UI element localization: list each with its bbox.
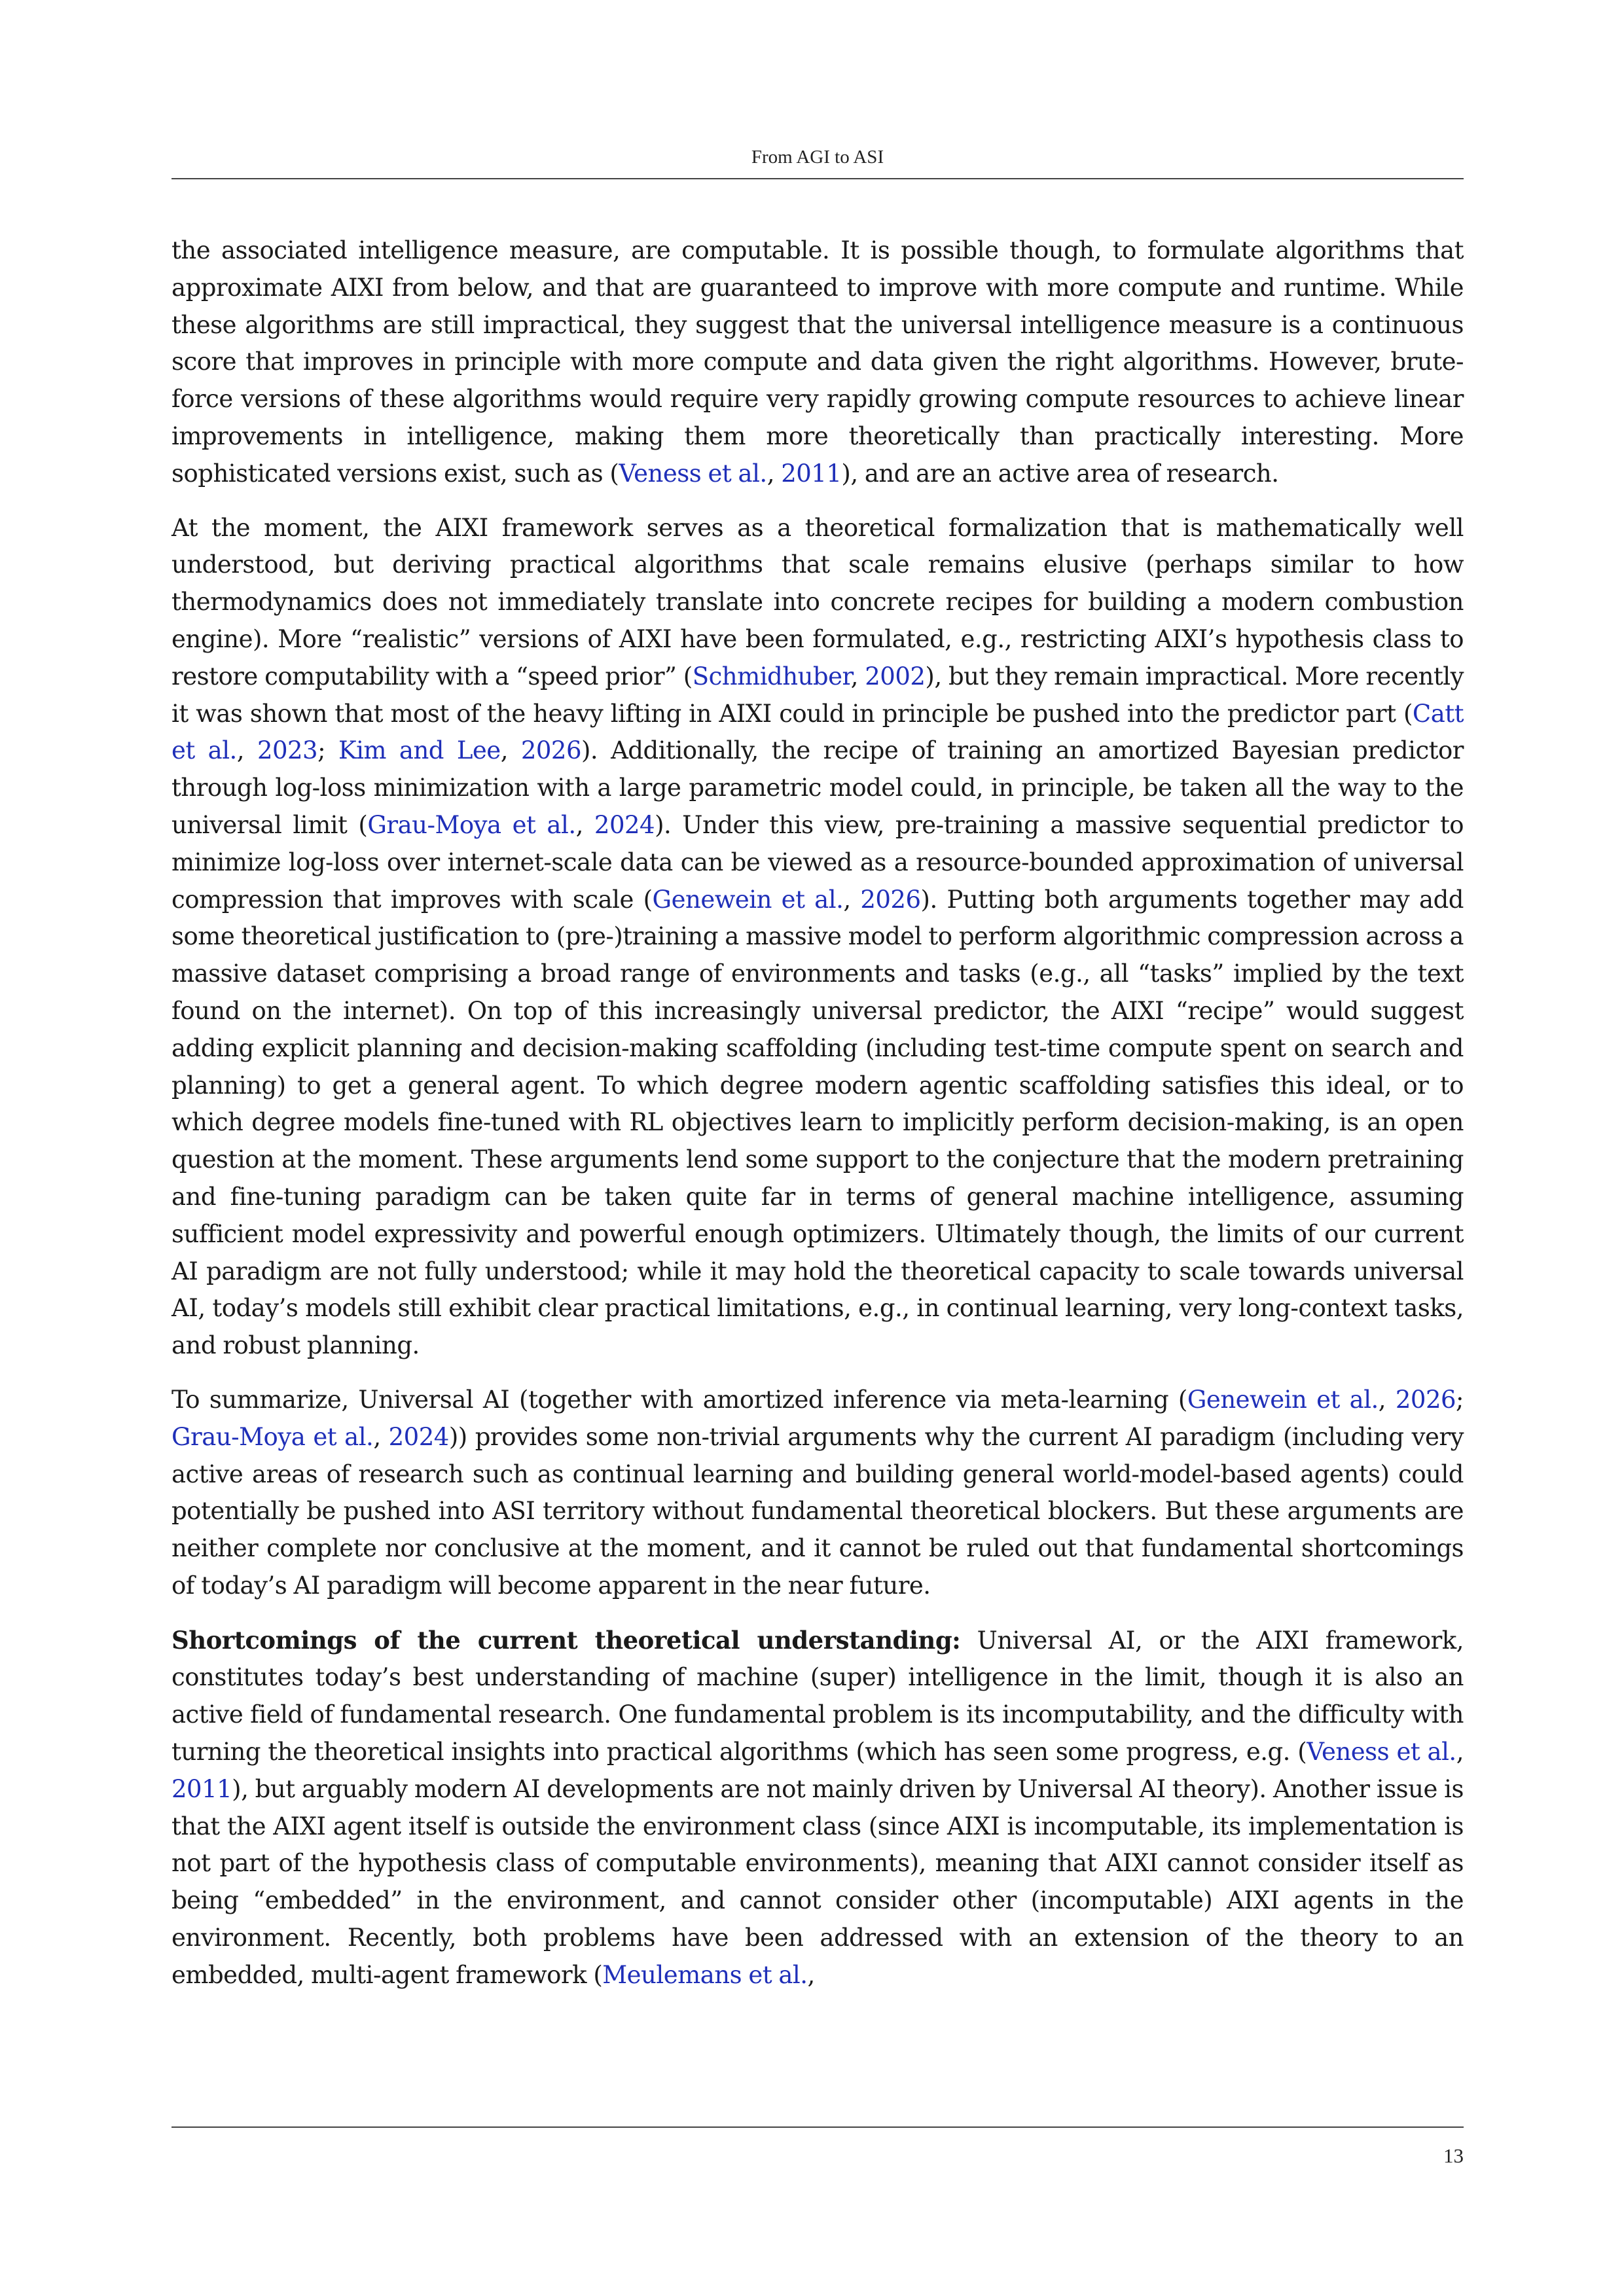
paragraph-heading: Shortcomings of the current theoretical understanding: bbox=[171, 1625, 961, 1655]
paragraph bbox=[171, 510, 1471, 1365]
paragraph-text: ). Additionally, the recipe of training an amortized Bayesian predictor through log-loss minimization with a large parametric model could, in principle, be taken all the way to the universal limit ( bbox=[171, 736, 1471, 839]
citation-link[interactable]: Genewein et al. bbox=[652, 885, 844, 914]
paragraph-text: ), but arguably modern AI developments are not mainly driven by Universal AI theory). Another issue is that the AIXI agent itself is outside the environment class (since AIXI is incomputable, its implementation is not part of the hypothesis class of computable environments), meaning that AIXI cannot consider itself as being “embedded” in the environment, and cannot consider other (incomputable) AIXI agents in the environment. Recently, both problems have been addressed with an extension of the theory to an embedded, multi-agent framework ( bbox=[171, 1774, 1471, 1989]
paragraph-text: , bbox=[575, 810, 594, 839]
citation-link[interactable]: Genewein et al. bbox=[1187, 1385, 1379, 1414]
header-rule bbox=[171, 178, 1464, 179]
paragraph-text: At the moment, the AIXI framework serves as a theoretical formalization that is mathematically well understood, but deriving practical algorithms that scale remains elusive (perhaps similar to how thermodynamics does not immediately translate into concrete recipes for building a modern combustion engine). More “realistic” versions of AIXI have been formulated, e.g., restricting AIXI’s hypothesis class to restore computability with a “speed prior” ( bbox=[171, 513, 1471, 691]
paragraph-text: ; bbox=[317, 736, 338, 765]
citation-link[interactable]: 2024 bbox=[594, 810, 655, 839]
citation-link[interactable]: Grau-Moya et al. bbox=[171, 1422, 374, 1451]
citation-link[interactable]: 2011 bbox=[781, 459, 842, 488]
paragraph-text: , bbox=[843, 885, 861, 914]
citation-link[interactable]: Kim and Lee bbox=[338, 736, 501, 765]
paragraph-text: the associated intelligence measure, are computable. It is possible though, to formulate algorithms that approximate AIXI from below, and that are guaranteed to improve with more compute and runtime. While these algorithms are still impractical, they suggest that the universal intelligence measure is a continuous score that improves in principle with more compute and data given the right algorithms. However, brute-force versions of these algorithms would require very rapidly growing compute resources to achieve linear improvements in intelligence, making them more theoretically than practically interesting. More sophisticated versions exist, such as ( bbox=[171, 236, 1471, 488]
paragraph-text: ). Under this view, pre-training a massive sequential predictor to minimize log-loss over internet-scale data can be viewed as a resource-bounded approximation of universal compression that improves with scale ( bbox=[171, 810, 1471, 914]
page-number: 13 bbox=[1443, 2144, 1464, 2167]
body-text bbox=[171, 232, 1471, 2011]
citation-link[interactable]: Veness et al. bbox=[619, 459, 767, 488]
citation-link[interactable]: Schmidhuber bbox=[692, 662, 851, 691]
running-header: From AGI to ASI bbox=[751, 147, 884, 168]
paragraph bbox=[171, 232, 1471, 493]
paragraph-text: )) provides some non-trivial arguments why the current AI paradigm (including very active areas of research such as continual learning and building general world-model-based agents) could potentially be pushed into ASI territory without fundamental theoretical blockers. But these arguments are neither complete nor conclusive at the moment, and it cannot be ruled out that fundamental shortcomings of today’s AI paradigm will become apparent in the near future. bbox=[171, 1422, 1471, 1600]
paragraph-text: , bbox=[1456, 1738, 1471, 1767]
citation-link[interactable]: Meulemans et al. bbox=[602, 1960, 808, 1989]
paragraph-text: ; bbox=[1456, 1385, 1471, 1414]
paragraph-text: , bbox=[500, 736, 521, 765]
citation-link[interactable]: 2026 bbox=[1395, 1385, 1456, 1414]
paragraph bbox=[171, 1382, 1471, 1605]
footer-rule bbox=[171, 2126, 1464, 2128]
citation-link[interactable]: 2026 bbox=[520, 736, 581, 765]
paragraph-text: ), and are an active area of research. bbox=[841, 459, 1279, 488]
paragraph-text: ). Putting both arguments together may add some theoretical justification to (pre-)training a massive model to perform algorithmic compression across a massive dataset comprising a broad range of environments and tasks (e.g., all “tasks” implied by the text found on the internet). On top of this increasingly universal predictor, the AIXI “recipe” would suggest adding explicit planning and decision-making scaffolding (including test-time compute spent on search and planning) to get a general agent. To which degree modern agentic scaffolding satisfies this ideal, or to which degree models fine-tuned with RL objectives learn to implicitly perform decision-making, is an open question at the moment. These arguments lend some support to the conjecture that the modern pretraining and fine-tuning paradigm can be taken quite far in terms of general machine intelligence, assuming sufficient model expressivity and powerful enough optimizers. Ultimately though, the limits of our current AI paradigm are not fully understood; while it may hold the theoretical capacity to scale towards universal AI, today’s models still exhibit clear practical limitations, e.g., in continual learning, very long-context tasks, and robust planning. bbox=[171, 885, 1471, 1360]
paragraph-text: , bbox=[1378, 1385, 1396, 1414]
paragraph-text: To summarize, Universal AI (together with amortized inference via meta-learning ( bbox=[171, 1385, 1187, 1414]
paragraph-text: , bbox=[767, 459, 782, 488]
citation-link[interactable]: 2024 bbox=[388, 1422, 449, 1451]
paragraph-text: , bbox=[373, 1422, 389, 1451]
citation-link[interactable]: 2026 bbox=[860, 885, 921, 914]
paragraph bbox=[171, 1622, 1471, 1994]
paragraph-text: , bbox=[850, 662, 865, 691]
citation-link[interactable]: 2011 bbox=[171, 1774, 232, 1803]
citation-link[interactable]: 2023 bbox=[257, 736, 318, 765]
citation-link[interactable]: Veness et al. bbox=[1307, 1738, 1456, 1767]
paragraph-text: , bbox=[236, 736, 257, 765]
citation-link[interactable]: Catt et al. bbox=[171, 699, 1471, 765]
paragraph-text: Universal AI, or the AIXI framework, constitutes today’s best understanding of machine (super) intelligence in the limit, though it is also an active field of fundamental research. One fundamental problem is its incomputability, and the difficulty with turning the theoretical insights into practical algorithms (which has seen some progress, e.g. ( bbox=[171, 1626, 1471, 1767]
citation-link[interactable]: Grau-Moya et al. bbox=[367, 810, 576, 839]
paragraph-text: ), but they remain impractical. More recently it was shown that most of the heavy lifting in AIXI could in principle be pushed into the predictor part ( bbox=[171, 662, 1471, 728]
paragraph-text: , bbox=[807, 1960, 815, 1989]
citation-link[interactable]: 2002 bbox=[865, 662, 926, 691]
